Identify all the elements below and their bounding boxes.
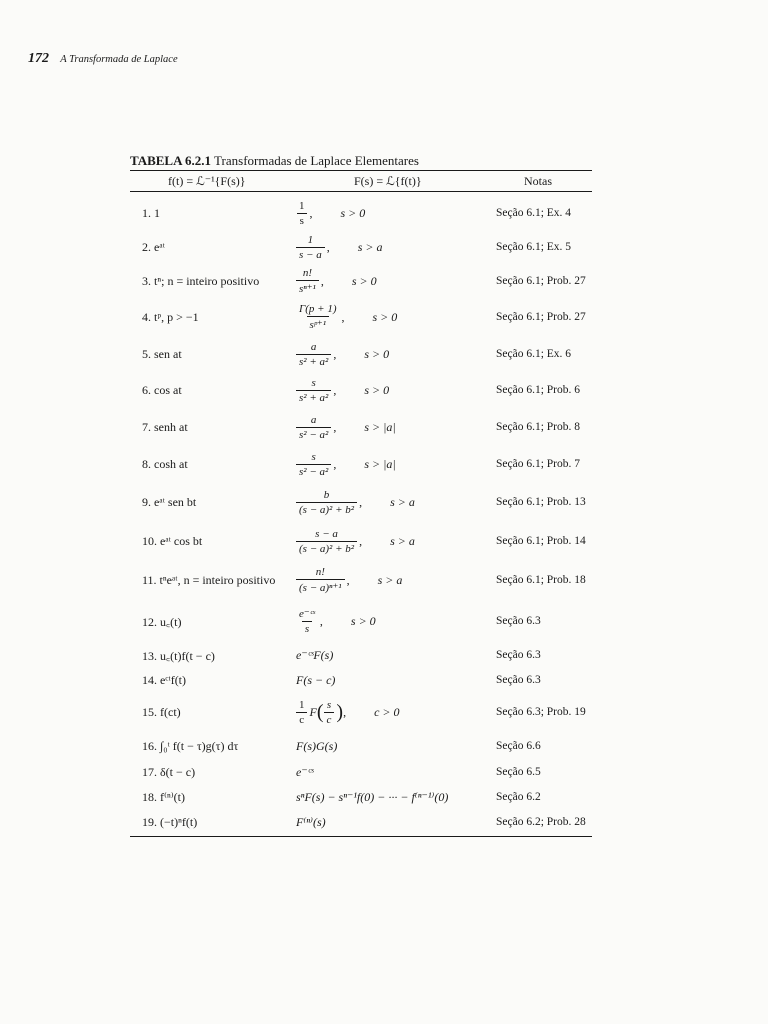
row-transform: $\frac{s}{\text{s² + a²}}$ , s > 0 [296, 372, 491, 408]
row-note: Seção 6.1; Prob. 7 [496, 458, 581, 470]
transform-fraction [296, 377, 331, 404]
row-function: 10. eᵃᵗ cos bt [142, 533, 203, 548]
table-row [130, 760, 592, 784]
row-function: 12. u꜀(t) [142, 614, 182, 629]
transform-fraction [296, 414, 331, 441]
row-note: Seção 6.1; Prob. 18 [496, 574, 586, 586]
table-label: TABELA 6.2.1 [130, 153, 212, 168]
fraction-numerator: a [310, 413, 317, 426]
row-condition: s > 0 [364, 346, 390, 361]
table-row [130, 372, 592, 408]
fraction-denominator: (s − a)ⁿ⁺¹ [296, 579, 345, 594]
row-condition: s > 0 [340, 205, 366, 220]
row-transform: $\frac{a}{\text{s² + a²}}$ , s > 0 [296, 336, 491, 372]
fraction-numerator: s − a [315, 527, 338, 540]
transform-function: F [309, 704, 317, 719]
row-function: 7. senh at [142, 419, 188, 434]
table-row [130, 784, 592, 810]
row-function: 5. sen at [142, 346, 182, 361]
row-function: 9. eᵃᵗ sen bt [142, 494, 197, 509]
row-condition: s > 0 [372, 309, 398, 324]
running-title: A Transformada de Laplace [60, 54, 178, 65]
row-function: 6. cos at [142, 382, 182, 397]
transform-fraction [296, 607, 318, 635]
table-caption [130, 153, 419, 169]
fraction-numerator: a [310, 340, 317, 353]
fraction-denominator: c [296, 712, 307, 726]
row-transform: F(s)G(s) [296, 738, 338, 753]
row-function: 17. δ(t − c) [142, 764, 196, 779]
row-function: 18. f⁽ⁿ⁾(t) [142, 789, 185, 804]
row-note: Seção 6.3 [496, 674, 541, 686]
row-note: Seção 6.1; Ex. 4 [496, 207, 572, 219]
row-function: 13. u꜀(t)f(t − c) [142, 648, 215, 663]
row-condition: c > 0 [374, 704, 400, 719]
table-title: Transformadas de Laplace Elementares [214, 153, 419, 168]
row-function: 1. 1 [142, 205, 160, 220]
row-function: 2. eᵃᵗ [142, 239, 165, 254]
table-row [130, 408, 592, 446]
row-transform: sⁿF(s) − sⁿ⁻¹f(0) − ··· − f⁽ⁿ⁻¹⁾(0) [296, 789, 449, 804]
fraction-numerator: 1 [299, 199, 305, 212]
table-row [130, 336, 592, 372]
fraction-numerator: s [311, 450, 316, 463]
row-condition: s > |a| [364, 456, 396, 471]
transform-fraction [296, 489, 357, 516]
row-transform: $\frac{s - a}{\text{(s − a)² + b²}}$ , s > a [296, 522, 491, 560]
table-row [130, 810, 592, 834]
table-header-rule [130, 191, 592, 192]
row-transform: $\frac{n!}{\text{sⁿ⁺¹}}$ , s > 0 [296, 264, 491, 298]
table-row [130, 668, 592, 692]
table-row [130, 732, 592, 760]
page-header [28, 50, 178, 67]
row-note: Seção 6.1; Prob. 8 [496, 421, 581, 433]
row-function: 16. ∫₀ᵗ f(t − τ)g(τ) dτ [142, 738, 239, 753]
fraction-denominator: s² + a² [296, 354, 331, 368]
argument-fraction [324, 699, 335, 726]
table-row [130, 446, 592, 482]
row-function: 15. f(ct) [142, 704, 181, 719]
row-transform: $\frac{b}{\text{(s − a)² + b²}}$ , s > a [296, 482, 491, 522]
row-note: Seção 6.1; Prob. 13 [496, 496, 586, 508]
row-condition: s > a [377, 572, 403, 587]
fraction-denominator: (s − a)² + b² [296, 541, 357, 555]
row-transform: $\frac{1}{s}$ , s > 0 [296, 196, 491, 230]
table-bottom-rule [130, 836, 592, 837]
row-function: 19. (−t)ⁿf(t) [142, 814, 198, 829]
row-condition: s > 0 [351, 273, 377, 288]
fraction-numerator: n! [315, 566, 325, 578]
row-note: Seção 6.1; Prob. 14 [496, 535, 586, 547]
page-number: 172 [28, 51, 49, 66]
scale-fraction [296, 699, 308, 726]
transform-fraction [296, 566, 345, 594]
fraction-numerator: Γ(p + 1) [299, 303, 337, 315]
transform-fraction [296, 341, 331, 368]
table-row [130, 298, 592, 336]
row-transform: $\frac{a}{\text{s² − a²}}$ , s > |a| [296, 408, 491, 446]
row-function: 14. eᶜᵗf(t) [142, 672, 187, 687]
row-note: Seção 6.1; Prob. 6 [496, 384, 581, 396]
fraction-denominator: s − a [296, 247, 325, 261]
table-row [130, 264, 592, 298]
row-note: Seção 6.3 [496, 649, 541, 661]
transform-fraction [296, 234, 325, 261]
row-transform: $\frac{n!}{\text{(s − a)ⁿ⁺¹}}$ , s > a [296, 560, 491, 600]
table-row [130, 600, 592, 642]
row-condition: s > a [357, 239, 383, 254]
fraction-numerator: n! [302, 267, 313, 279]
fraction-numerator: 1 [307, 233, 314, 246]
table-row [130, 230, 592, 264]
transform-fraction [296, 303, 340, 331]
row-note: Seção 6.3 [496, 615, 541, 627]
table-row [130, 560, 592, 600]
table-top-rule [130, 170, 592, 171]
row-function: 8. cosh at [142, 456, 188, 471]
row-transform: F(s − c) [296, 672, 336, 687]
fraction-denominator: s [297, 213, 307, 227]
transform-fraction [296, 267, 319, 295]
fraction-denominator: (s − a)² + b² [296, 502, 357, 516]
fraction-denominator: sⁿ⁺¹ [296, 280, 319, 295]
row-note: Seção 6.1; Ex. 5 [496, 241, 572, 253]
transform-fraction [296, 528, 357, 555]
column-header-inverse: f(t) = ℒ⁻¹{F(s)} [168, 174, 246, 188]
row-transform: $\frac{s}{\text{s² − a²}}$ , s > |a| [296, 446, 491, 482]
table-row [130, 642, 592, 668]
table-row [130, 692, 592, 732]
fraction-denominator: s² − a² [296, 464, 331, 478]
fraction-denominator: sᵖ⁺¹ [307, 316, 330, 331]
row-condition: s > a [390, 533, 415, 548]
row-note: Seção 6.1; Ex. 6 [496, 348, 572, 360]
row-note: Seção 6.6 [496, 740, 541, 752]
row-transform: $\frac{1}{s - a}$ , s > a [296, 230, 491, 264]
transform-fraction [296, 451, 331, 478]
column-header-notes: Notas [524, 174, 552, 188]
fraction-numerator: b [323, 488, 330, 501]
row-transform: $\frac{\Gamma(p + 1)}{\text{sᵖ⁺¹}}$ , s > 0 [296, 298, 491, 336]
fraction-numerator: s [311, 376, 316, 389]
row-function: 11. tⁿeᵃᵗ, n = inteiro positivo [142, 572, 276, 587]
row-note: Seção 6.5 [496, 766, 541, 778]
row-transform: e⁻ᶜˢF(s) [296, 647, 334, 662]
table-row [130, 196, 592, 230]
row-condition: s > 0 [364, 382, 390, 397]
column-header-transform: F(s) = ℒ{f(t)} [354, 174, 422, 188]
fraction-numerator: s [326, 698, 332, 711]
row-condition: s > |a| [364, 419, 396, 434]
row-transform: $\frac{\text{e⁻ᶜˢ}}{s}$ , s > 0 [296, 600, 491, 642]
row-note: Seção 6.3; Prob. 19 [496, 706, 586, 718]
fraction-denominator: s² − a² [296, 427, 331, 441]
row-function: 4. tᵖ, p > −1 [142, 309, 199, 324]
row-transform: F⁽ⁿ⁾(s) [296, 814, 326, 829]
row-note: Seção 6.2; Prob. 28 [496, 816, 586, 828]
row-transform: e⁻ᶜˢ [296, 764, 314, 779]
row-note: Seção 6.1; Prob. 27 [496, 311, 586, 323]
transform-fraction [296, 200, 308, 227]
fraction-numerator: 1 [299, 698, 305, 711]
fraction-denominator: s [302, 621, 312, 635]
table-row [130, 482, 592, 522]
row-note: Seção 6.2 [496, 791, 541, 803]
row-condition: s > a [390, 494, 415, 509]
row-function: 3. tⁿ; n = inteiro positivo [142, 273, 260, 288]
fraction-denominator: s² + a² [296, 390, 331, 404]
fraction-denominator: c [324, 712, 335, 726]
row-note: Seção 6.1; Prob. 27 [496, 275, 586, 287]
table-row [130, 522, 592, 560]
row-condition: s > 0 [350, 613, 376, 628]
fraction-numerator: e⁻ᶜˢ [299, 608, 315, 620]
row-transform: $\frac{1}{c}$ F ( $\frac{s}{c}$ ) , c > 0 [296, 692, 491, 732]
